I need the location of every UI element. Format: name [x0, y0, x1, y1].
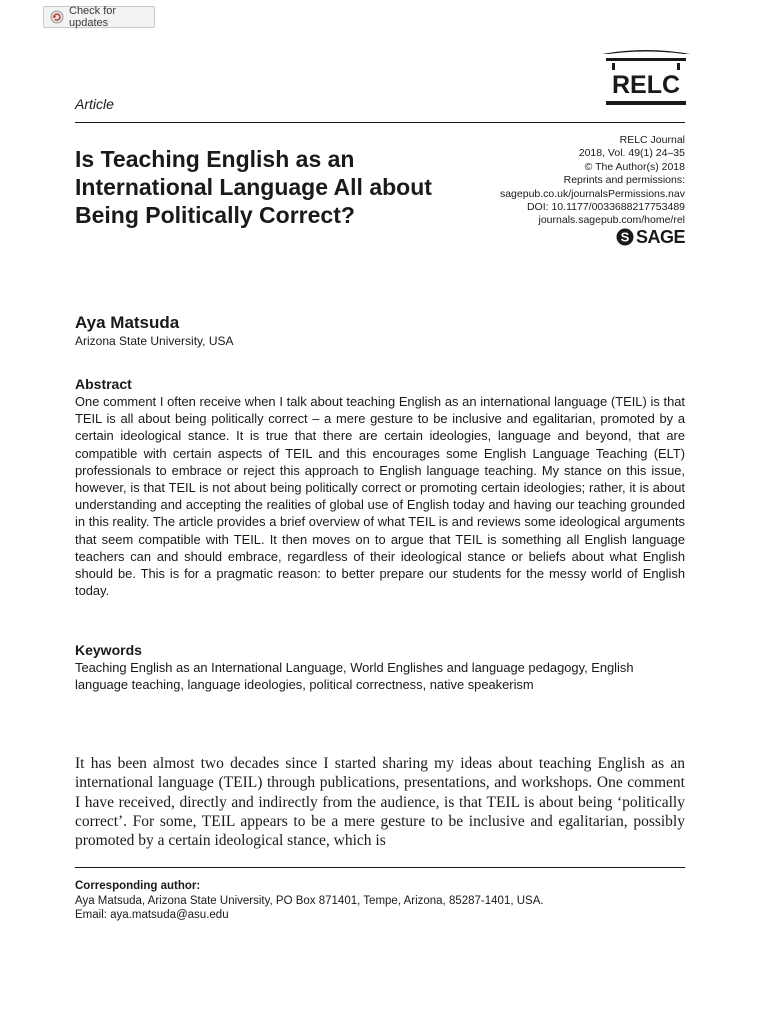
corresponding-author-footnote: [75, 879, 685, 923]
article-title: Is Teaching English as an International Language All about Being Politically Correct?: [75, 146, 432, 228]
logo-text: RELC: [611, 71, 681, 99]
check-for-updates-label: Check for updates: [69, 5, 117, 29]
journal-homepage-link[interactable]: journals.sagepub.com/home/rel: [538, 214, 685, 227]
sage-publisher-logo: [616, 226, 685, 248]
keywords-text: Teaching English as an International Language, World Englishes and language pedagogy, English language teaching, language ideologies, political correctness, native speakerism: [75, 660, 634, 693]
refresh-icon: [50, 10, 64, 24]
journal-volume: 2018, Vol. 49(1) 24–35: [578, 147, 685, 160]
reprints-label: Reprints and permissions:: [563, 174, 685, 187]
header-divider: [75, 122, 685, 123]
author-affiliation: Arizona State University, USA: [75, 334, 234, 348]
keywords-heading: Keywords: [75, 642, 142, 658]
body-paragraph: It has been almost two decades since I started sharing my ideas about teaching English as an international language (TEIL) through publications, presentations, and workshops. One comment I have received, directly and indirectly from the audience, is that TEIL is about being ‘politically correct’. For some, TEIL appears to be a mere gesture to be inclusive and egalitarian, possibly promoted by a certain ideological stance, which is: [75, 755, 685, 850]
footnote-divider: [75, 867, 685, 868]
footnote-address: Aya Matsuda, Arizona State University, PO Box 871401, Tempe, Arizona, 85287-1401, USA.: [75, 894, 544, 907]
footnote-heading: Corresponding author:: [75, 880, 201, 892]
check-for-updates-button[interactable]: [43, 6, 155, 28]
relc-journal-logo: [600, 46, 692, 110]
sage-s-icon: [616, 228, 634, 246]
permissions-link[interactable]: sagepub.co.uk/journalsPermissions.nav: [499, 187, 685, 200]
svg-text:S: S: [620, 229, 630, 245]
journal-name: RELC Journal: [619, 134, 685, 146]
footnote-email[interactable]: Email: aya.matsuda@asu.edu: [75, 909, 229, 921]
abstract-heading: Abstract: [75, 376, 132, 392]
author-name: Aya Matsuda: [75, 313, 180, 332]
journal-metadata: [445, 134, 685, 228]
abstract-text: One comment I often receive when I talk about teaching English as an international language (TEIL) is that TEIL is all about being politically correct – a mere gesture to be inclusive and egalitarian, promoted by a certain ideological stance. It is true that there are certain ideologies, language and beyond, that are compatible with certain aspects of TEIL and this encourages some English Language Teaching (ELT) professionals to embrace or reject this approach to English language teaching. My stance on this issue, however, is that TEIL is not about being politically correct or promoting certain ideologies; rather, it is about understanding and accepting the realities of global use of English today and having our teaching grounded in this reality. The article provides a brief overview of what TEIL is and reviews some ideological arguments that seem compatible with TEIL. It then moves on to argue that TEIL is something all English language teachers can and should embrace, regardless of their ideological stance or beliefs about what English should be. This is for a pragmatic reason: to better prepare our students for the messy world of English today.: [75, 394, 685, 599]
copyright-line: © The Author(s) 2018: [584, 160, 685, 173]
doi-line[interactable]: DOI: 10.1177/0033688217753489: [526, 201, 685, 214]
publisher-name: SAGE: [635, 226, 685, 247]
article-type-label: Article: [75, 96, 114, 112]
